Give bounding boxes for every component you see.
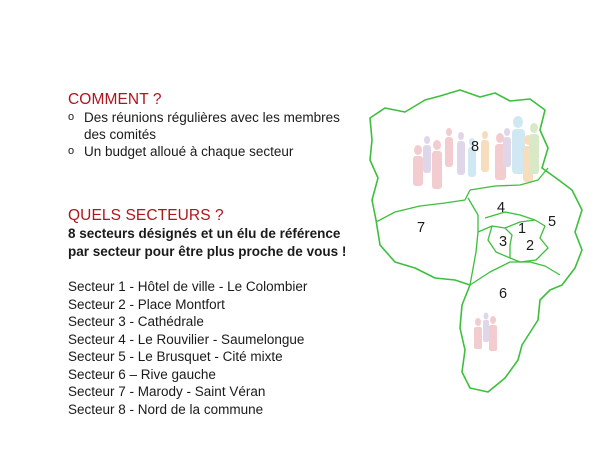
sector-label-5: 5: [548, 214, 557, 230]
sector-item: Secteur 5 - Le Brusquet - Cité mixte: [68, 349, 283, 364]
comment-heading: COMMENT ?: [68, 91, 162, 108]
sector-label-8: 8: [471, 139, 480, 155]
comment-bullet-text: Des réunions régulières avec les membres des comités: [84, 110, 340, 142]
sector-item: Secteur 7 - Marody - Saint Véran: [68, 384, 266, 399]
sector-label-1: 1: [518, 221, 527, 237]
circle-bullet-icon: o: [68, 111, 75, 123]
sector-map: [360, 85, 600, 440]
comment-bullet-text: Un budget alloué à chaque secteur: [84, 144, 294, 159]
sector-label-4: 4: [497, 200, 506, 216]
sector-item: Secteur 6 – Rive gauche: [68, 366, 216, 382]
sector-item: Secteur 2 - Place Montfort: [68, 296, 225, 312]
sectors-heading: QUELS SECTEURS ?: [68, 207, 224, 224]
sector-label-7: 7: [417, 220, 426, 236]
sector-item: Secteur 1 - Hôtel de ville - Le Colombier: [68, 279, 308, 294]
sector-item: Secteur 3 - Cathédrale: [68, 314, 204, 329]
circle-bullet-icon: o: [68, 145, 75, 157]
sector-list: [68, 278, 307, 418]
sector-label-3: 3: [499, 234, 508, 250]
sector-borders: [376, 168, 560, 285]
sector-item: Secteur 4 - Le Rouvilier - Saumelongue: [68, 331, 305, 347]
sectors-intro: 8 secteurs désignés et un élu de référence par secteur pour être plus proche de vous !: [68, 226, 347, 259]
comment-bullet-item: [68, 109, 358, 143]
sector-label-2: 2: [526, 238, 535, 254]
sector-label-6: 6: [499, 286, 508, 302]
sector-item: Secteur 8 - Nord de la commune: [68, 401, 264, 417]
comment-bullet-item: [68, 143, 358, 160]
comment-bullet-list: [68, 109, 358, 160]
